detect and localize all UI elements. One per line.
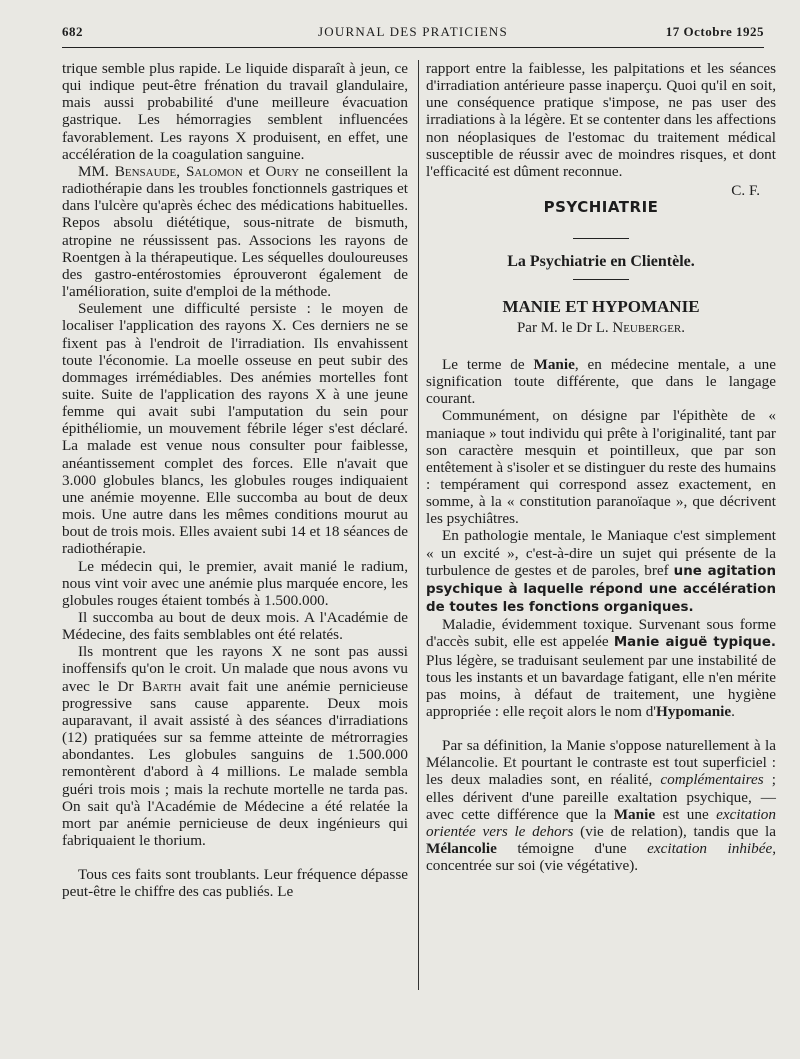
paragraph: Le médecin qui, le premier, avait manié le radium, nous vint voir avec une anémie plus marquée encore, les globules rouges étaient tombés à 1.500.000. (62, 557, 408, 609)
paragraph: Ils montrent que les rayons X ne sont pas aussi inoffensifs qu'on le croit. Un malade que nous avons vu avec le Dr Barth avait fait une anémie pernicieuse progressive sans cause apparente. Deux mois auparavant, il avait assisté à des séances d'irradiations (12) pratiquées sur sa femme atteinte de métrorragies abondantes. Les globules sanguins de 1.500.000 remontèrent d'abord à 4 millions. Le malade sembla guéri trois mois ; mais la rechute mortelle ne tarda pas. On sait qu'à l'Académie de Médecine a été relatée la mort par anémie pernicieuse de deux ingénieurs qui fabriquaient le thorium. (62, 643, 408, 850)
author-name: Barth (141, 677, 182, 695)
section-title: PSYCHIATRIE (543, 198, 659, 217)
paragraph: Par sa définition, la Manie s'oppose naturellement à la Mélancolie. Et pourtant le contraste est tout superficiel : les deux maladies sont, en réalité, complémentaires ; elles dérivent d'une pareille exaltation psychique, — avec cette différence que la Manie est une excitation orientée vers le dehors (vie de relation), tandis que la Mélancolie témoigne d'une excitation inhibée, concentrée sur soi (vie végétative). (426, 737, 776, 875)
paragraph: trique semble plus rapide. Le liquide disparaît à jeun, ce qui indique peut-être frénation du travail glandulaire, mais aussi probabilité d'une meilleure évacuation gastrique. Les hémorragies semblent influencées favorablement. Les rayons X produisent, en effet, une accélération de la coagulation sanguine. (62, 60, 408, 163)
right-column (426, 60, 776, 874)
paragraph: Communément, on désigne par l'épithète de « maniaque » tout individu qui prête à l'originalité, tant par son caractère mesquin et pointilleux, que par son entêtement à s'isoler et se distinguer du reste des humains : tempérament qui correspond assez exactement, en somme, à la « constitution paranoïaque », que décrivent les psychiâtres. (426, 407, 776, 528)
issue-date: 17 Octobre 1925 (665, 24, 764, 39)
paragraph: En pathologie mentale, le Maniaque c'est simplement « un excité », c'est-à-dire un sujet qui présente de la turbulence de gestes et de paroles, bref une agitation psychique à laquelle répond une accélération de toutes les fonctions organiques. (426, 527, 776, 616)
paragraph: MM. Bensaude, Salomon et Oury ne conseillent la radiothérapie dans les troubles fonctionnels gastriques et dans l'ulcère qu'après échec des médications habituelles. Repos absolu diététique, sous-nitrate de bismuth, atropine ne réussissent pas. Associons les rayons de Roentgen à la thérapeutique. Les séquelles douloureuses des gastro-entérostomies éprouveront également de l'amélioration, suite d'emploi de la méthode. (62, 162, 408, 301)
signature: C. F. (731, 182, 760, 200)
author-name: Oury (265, 162, 300, 180)
page-header (62, 24, 764, 46)
journal-title: JOURNAL DES PRATICIENS (318, 24, 508, 39)
left-column (62, 60, 408, 901)
paragraph: Il succomba au bout de deux mois. A l'Académie de Médecine, des faits semblables ont été relatés. (62, 609, 408, 644)
paragraph: Le terme de Manie, en médecine mentale, a une signification toute différente, que dans le langage courant. (426, 355, 776, 408)
paragraph: rapport entre la faiblesse, les palpitations et les séances d'irradiation antérieure passe inaperçu. Quoi qu'il en soit, une conséquence pratique s'impose, ne pas user des irradiations à la légère. Et se contenter dans les affections non néoplasiques de l'estomac du traitement médical susceptible de réussir avec de moindres risques, et dont l'efficacité est dûment reconnue. (426, 60, 776, 180)
article-title: MANIE ET HYPOMANIE (502, 296, 700, 316)
paragraph: Seulement une difficulté persiste : le moyen de localiser l'application des rayons X. Ces derniers ne se fixent pas à l'endroit de l'irradiation. Ils envahissent toute l'économie. La moelle osseuse en peut subir des dommages irrémédiables. Des anémies mortelles font suite. Suite de l'application des rayons X à une jeune femme qui avait subi l'amputation du sein pour épithéliomie, un mouvement fébrile léger s'est déclaré. La malade est venue nous consulter pour faiblesse, anéantissement complet des forces. Elle n'avait que 3.000 globules blancs, les globules rouges indiquaient une anémie moyenne. Elle succomba au bout de deux mois. Une autre dans les mêmes conditions mourut au bout de trois mois. Elles avaient subi 14 et 18 séances de radiothérapie. (62, 300, 408, 558)
article-subtitle: La Psychiatrie en Clientèle. (507, 253, 695, 271)
header-rule (62, 47, 764, 48)
paragraph: Maladie, évidemment toxique. Survenant sous forme d'accès subit, elle est appelée Manie aiguë typique. Plus légère, se traduisant seulement par une instabilité de tous les instants et un bavardage fatigant, elle n'en mérite pas moins, à défaut de traitement, une hygiène appropriée : elle reçoit alors le nom d'Hypomanie. (426, 616, 776, 720)
column-divider (418, 60, 419, 990)
paragraph: Tous ces faits sont troublants. Leur fréquence dépasse peut-être le chiffre des cas publiés. Le (62, 866, 408, 901)
page-number: 682 (62, 24, 83, 39)
article-author: Par M. le Dr L. Neuberger. (516, 319, 686, 336)
divider (573, 238, 629, 239)
divider (573, 279, 629, 280)
author-name: Bensaude (114, 162, 177, 180)
author-name: Salomon (185, 162, 243, 180)
